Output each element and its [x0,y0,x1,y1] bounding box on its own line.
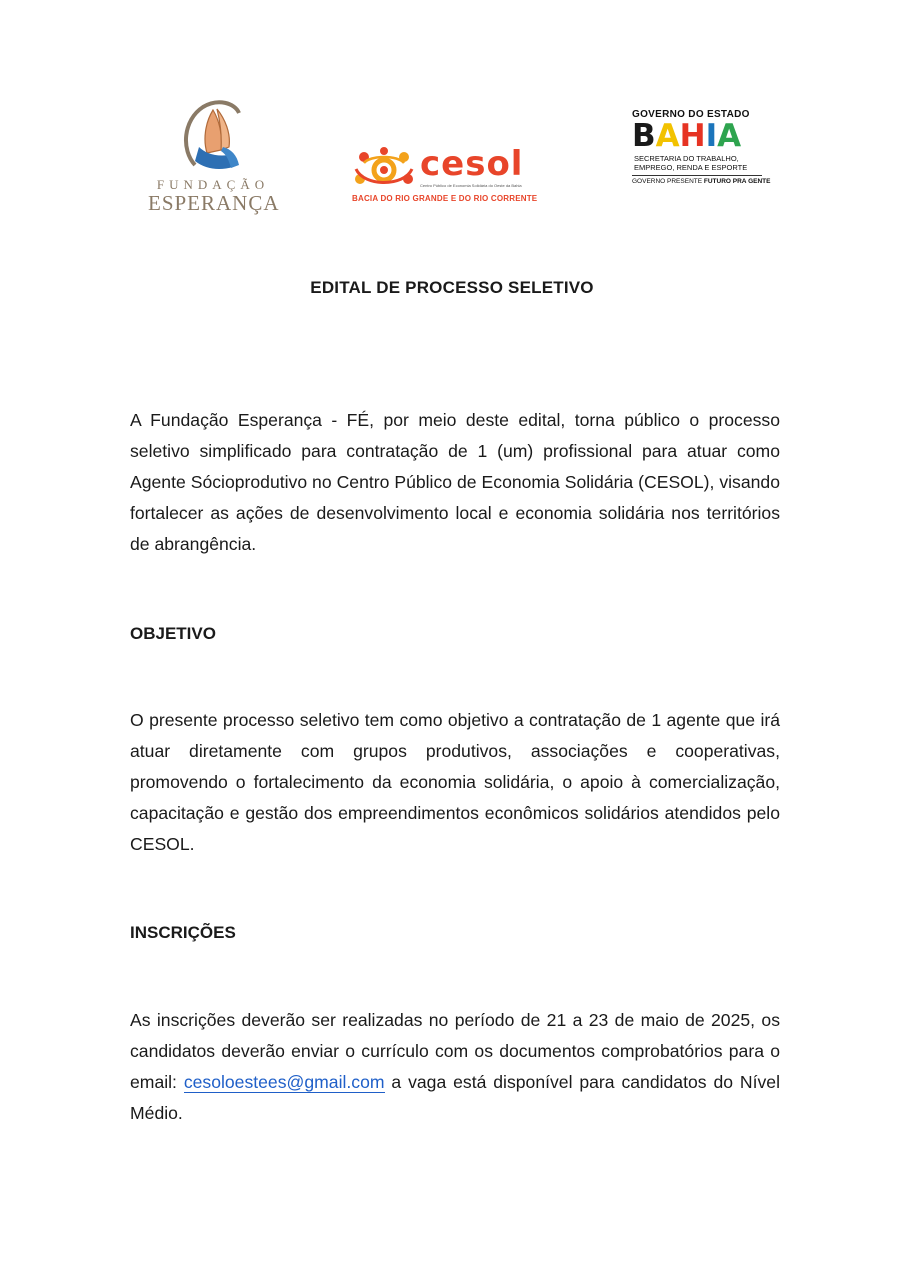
bahia-letter: A [717,118,742,154]
cesol-wordmark: cesol [420,144,524,184]
bahia-letter: B [632,118,656,154]
objetivo-paragraph: O presente processo seletivo tem como objetivo a contratação de 1 agente que irá atuar diretamente com grupos produtivos, associações e cooperativas, promovendo o fortalecimento da economia solidária, o apoio à comercialização, capacitação e gestão dos empreendimentos econômicos solidários atendidos pelo CESOL. [130,710,780,854]
secretaria-line2: EMPREGO, RENDA E ESPORTE [634,163,748,172]
esperanca-word: ESPERANÇA [148,191,280,215]
bahia-letter: H [679,118,706,154]
slogan-part2: FUTURO PRA GENTE [703,178,771,185]
governo-bahia-logo [620,109,776,205]
bahia-letter: I [705,118,718,154]
inscricoes-text-before: As inscrições deverão ser realizadas no período de 21 a 23 de maio de 2025, os candidatos deverão enviar o currículo com os documentos comprobatórios para o email: [130,1010,780,1092]
governo-slogan [632,178,776,185]
fundacao-word: FUNDAÇÃO [156,177,270,192]
cesol-subtitle: Centro Público de Economia Solidária do Oeste da Bahia [420,183,522,188]
cesol-logo [350,144,560,207]
secretaria-line1: SECRETARIA DO TRABALHO, [634,154,739,163]
inscricoes-paragraph [130,1005,780,1129]
bahia-letter: A [655,118,680,154]
header-logos [0,95,904,225]
cesol-tagline: BACIA DO RIO GRANDE E DO RIO CORRENTE [352,194,538,203]
intro-paragraph: A Fundação Esperança - FÉ, por meio deste edital, torna público o processo seletivo simplificado para contratação de 1 (um) profissional para atuar como Agente Sócioprodutivo no Centro Público de Economia Solidária (CESOL), visando fortalecer as ações de desenvolvimento local e economia solidária nos territórios de abrangência. [130,410,780,554]
section-inscricoes-heading: INSCRIÇÕES [130,923,236,942]
inscricoes-text-after: a vaga está disponível para candidatos do Nível Médio. [130,1072,780,1123]
fundacao-esperanca-logo [148,95,278,220]
email-link[interactable]: cesoloestees@gmail.com [183,1072,385,1092]
governo-do-estado-label: GOVERNO DO ESTADO [632,109,750,120]
slogan-part1: GOVERNO PRESENTE [632,178,703,185]
section-objetivo-heading: OBJETIVO [130,624,216,643]
document-title: EDITAL DE PROCESSO SELETIVO [310,278,594,297]
people-circle-icon [350,147,418,193]
divider [632,175,762,176]
praying-hands-icon [173,95,253,175]
bahia-wordmark [632,118,776,154]
